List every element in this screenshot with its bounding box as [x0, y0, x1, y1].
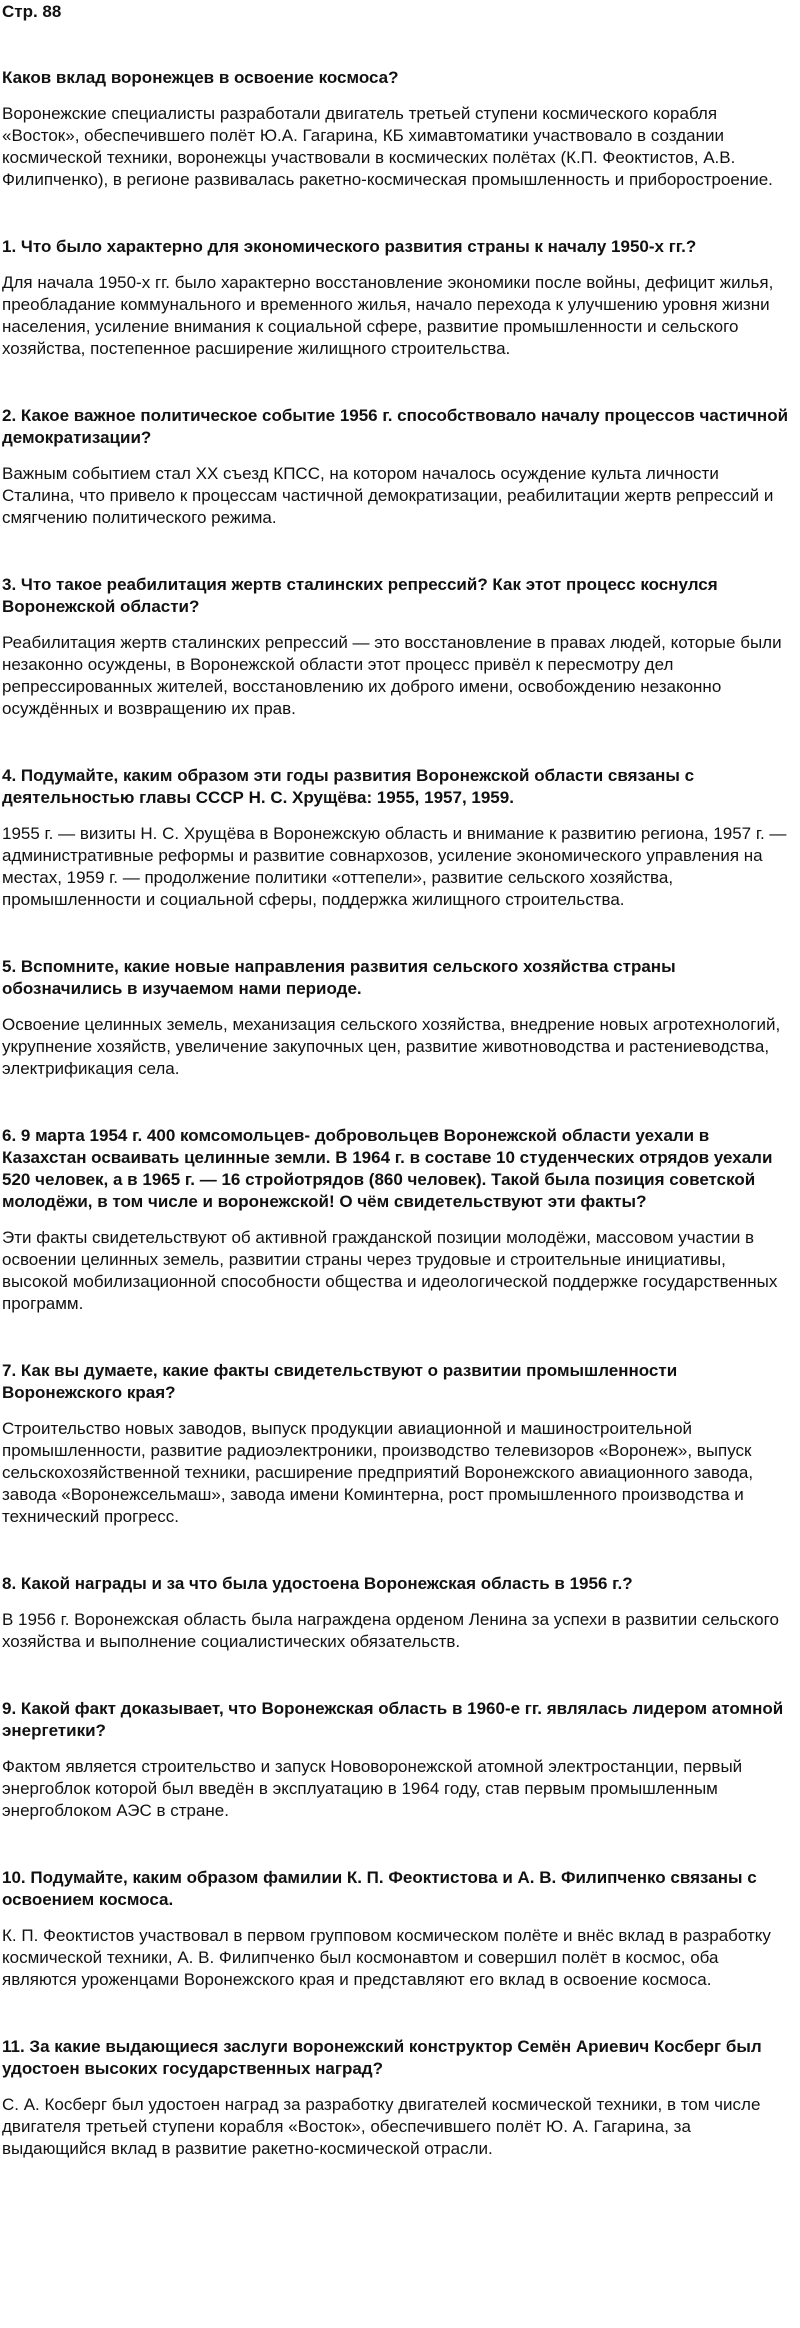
question-heading: 1. Что было характерно для экономического развития страны к началу 1950-х гг.?: [2, 237, 697, 256]
document-page: [0, 1, 800, 2328]
answer-text: Воронежские специалисты разработали двигатель третьей ступени космического корабля «Восток», обеспечившего полёт Ю.А. Гагарина, КБ химавтоматики участвовало в создании космической техники, воронежцы участвовали в космических полётах (К.П. Феоктистов, А.В. Филипченко), в регионе развивалась ракетно-космическая промышленность и приборостроение.: [2, 104, 773, 189]
answer-text: С. А. Косберг был удостоен наград за разработку двигателей космической техники, в том числе двигателя третьей ступени корабля «Восток», обеспечившего полёт Ю. А. Гагарина, за выдающийся вклад в развитие ракетно-космической отрасли.: [2, 2095, 761, 2158]
qa-block-1: [2, 236, 794, 360]
answer-text: Фактом является строительство и запуск Нововоронежской атомной электростанции, первый энергоблок которой был введён в эксплуатацию в 1964 году, став первым промышленным энергоблоком АЭС в стране.: [2, 1757, 743, 1820]
question-heading: 11. За какие выдающиеся заслуги воронежский конструктор Семён Ариевич Косберг был удостоен высоких государственных наград?: [2, 2037, 762, 2078]
qa-block-4: [2, 765, 794, 911]
answer-text: Освоение целинных земель, механизация сельского хозяйства, внедрение новых агротехнологий, укрупнение хозяйств, увеличение закупочных цен, развитие животноводства и растениеводства, электрификация села.: [2, 1015, 781, 1078]
answer-text: Эти факты свидетельствуют об активной гражданской позиции молодёжи, массовом участии в освоении целинных земель, развитии страны через трудовые и строительные инициативы, высокой мобилизационной способности общества и идеологической поддержке государственных программ.: [2, 1228, 778, 1313]
qa-block-8: [2, 1573, 794, 1653]
qa-block-5: [2, 956, 794, 1080]
page-number: Стр. 88: [2, 2, 62, 21]
qa-block-11: [2, 2036, 794, 2160]
question-heading: 2. Какое важное политическое событие 1956 г. способствовало началу процессов частичной демократизации?: [2, 406, 789, 447]
qa-block-6: [2, 1125, 794, 1315]
question-heading: Каков вклад воронежцев в освоение космоса?: [2, 68, 399, 87]
answer-text: Важным событием стал XX съезд КПСС, на котором началось осуждение культа личности Сталина, что привело к процессам частичной демократизации, реабилитации жертв репрессий и смягчению политического режима.: [2, 464, 774, 527]
question-heading: 8. Какой награды и за что была удостоена Воронежская область в 1956 г.?: [2, 1574, 633, 1593]
question-heading: 10. Подумайте, каким образом фамилии К. П. Феоктистова и А. В. Филипченко связаны с освоением космоса.: [2, 1868, 757, 1909]
answer-text: Для начала 1950-х гг. было характерно восстановление экономики после войны, дефицит жилья, преобладание коммунального и временного жилья, начало перехода к улучшению уровня жизни населения, усиление внимания к социальной сфере, развитие промышленности и сельского хозяйства, постепенное расширение жилищного строительства.: [2, 273, 774, 358]
qa-block-10: [2, 1867, 794, 1991]
answer-text: 1955 г. — визиты Н. С. Хрущёва в Воронежскую область и внимание к развитию региона, 1957 г. — административные реформы и развитие совнархозов, усиление экономического управления на местах, 1959 г. — продолжение политики «оттепели», развитие сельского хозяйства, промышленности и социальной сферы, поддержка жилищного строительства.: [2, 824, 787, 909]
question-heading: 7. Как вы думаете, какие факты свидетельствуют о развитии промышленности Воронежского края?: [2, 1361, 678, 1402]
answer-text: Реабилитация жертв сталинских репрессий — это восстановление в правах людей, которые были незаконно осуждены, в Воронежской области этот процесс привёл к пересмотру дел репрессированных жителей, восстановлению их доброго имени, освобождению незаконно осуждённых и возвращению их прав.: [2, 633, 782, 718]
question-heading: 4. Подумайте, каким образом эти годы развития Воронежской области связаны с деятельностью главы СССР Н. С. Хрущёва: 1955, 1957, 1959.: [2, 766, 695, 807]
question-heading: 5. Вспомните, какие новые направления развития сельского хозяйства страны обозначились в изучаемом нами периоде.: [2, 957, 676, 998]
qa-block-2: [2, 405, 794, 529]
answer-text: К. П. Феоктистов участвовал в первом групповом космическом полёте и внёс вклад в разработку космической техники, А. В. Филипченко был космонавтом и совершил полёт в космос, оба являются уроженцами Воронежского края и представляют его вклад в освоение космоса.: [2, 1926, 771, 1989]
qa-block-3: [2, 574, 794, 720]
qa-block-7: [2, 1360, 794, 1528]
question-heading: 6. 9 марта 1954 г. 400 комсомольцев- добровольцев Воронежской области уехали в Казахстан осваивать целинные земли. В 1964 г. в составе 10 студенческих отрядов уехали 520 человек, а в 1965 г. — 16 стройотрядов (860 человек). Такой была позиция советской молодёжи, в том числе и воронежской! О чём свидетельствуют эти факты?: [2, 1126, 773, 1211]
answer-text: В 1956 г. Воронежская область была награждена орденом Ленина за успехи в развитии сельского хозяйства и выполнение социалистических обязательств.: [2, 1610, 779, 1651]
question-heading: 3. Что такое реабилитация жертв сталинских репрессий? Как этот процесс коснулся Воронежской области?: [2, 575, 718, 616]
qa-block-intro: [2, 67, 794, 191]
question-heading: 9. Какой факт доказывает, что Воронежская область в 1960-е гг. являлась лидером атомной энергетики?: [2, 1699, 784, 1740]
qa-block-9: [2, 1698, 794, 1822]
answer-text: Строительство новых заводов, выпуск продукции авиационной и машиностроительной промышленности, развитие радиоэлектроники, производство телевизоров «Воронеж», выпуск сельскохозяйственной техники, расширение предприятий Воронежского авиационного завода, завода «Воронежсельмаш», завода имени Коминтерна, рост промышленного производства и технический прогресс.: [2, 1419, 754, 1526]
